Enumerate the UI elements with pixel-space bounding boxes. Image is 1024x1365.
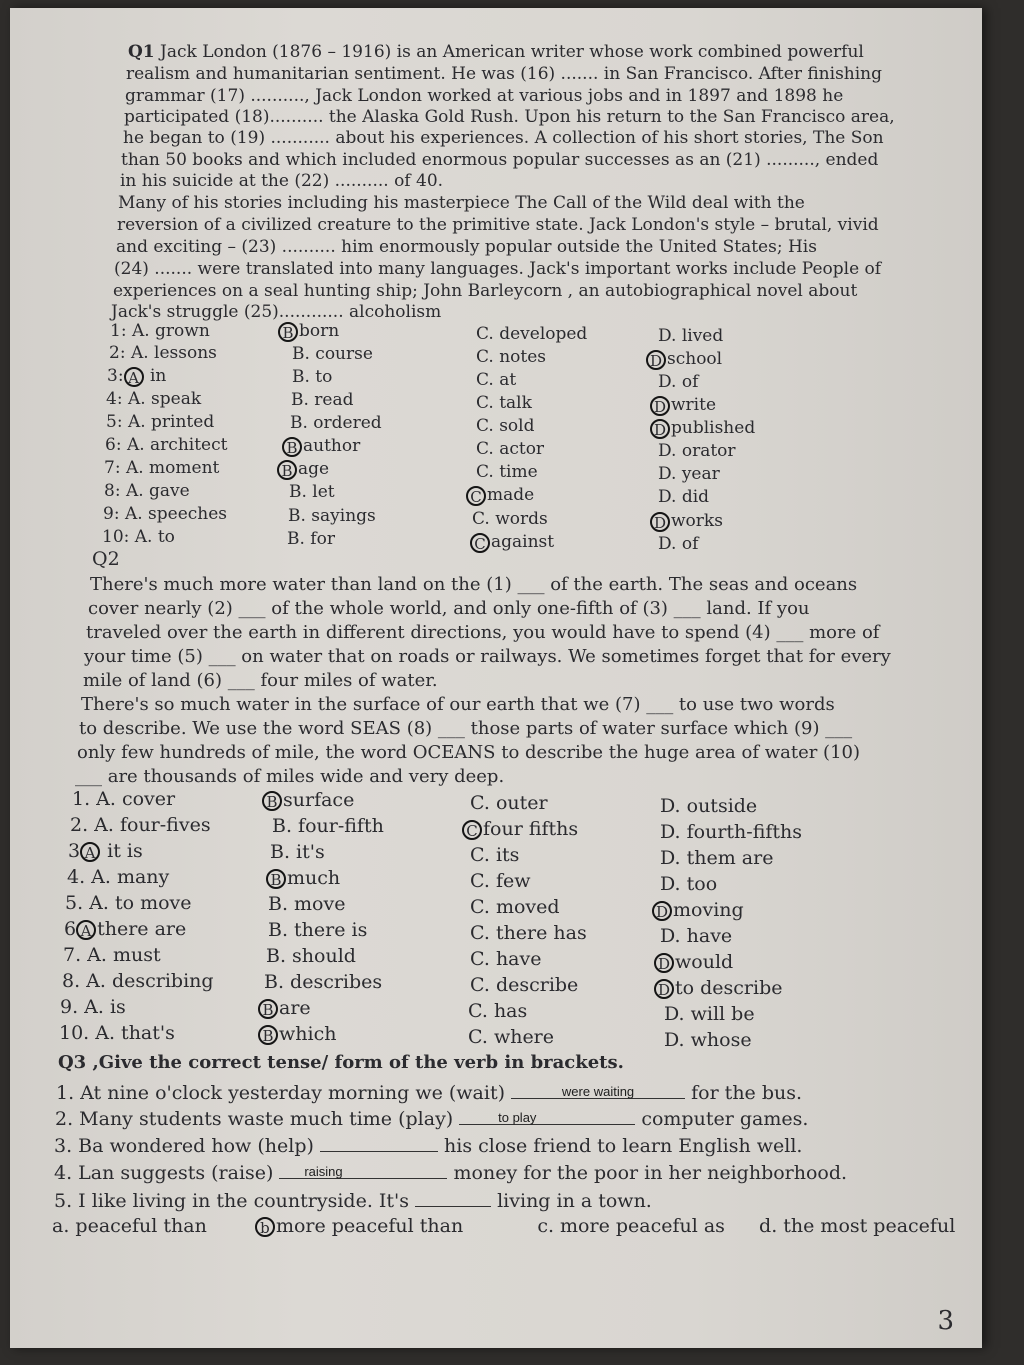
q3-item-5-choices <box>52 1214 955 1238</box>
q2-opt-4d: D. too <box>660 873 718 895</box>
answer-blank[interactable] <box>459 1104 635 1125</box>
q1-opt-9b: B. sayings <box>288 506 376 526</box>
q1-opt-7d: D. year <box>658 464 720 484</box>
q3-item-3: 3. Ba wondered how (help) his close friend to learn English well. <box>54 1131 802 1158</box>
q1-opt-6c: C. actor <box>476 439 545 459</box>
answer-circle: D <box>650 396 670 416</box>
q1-opt-2c: C. notes <box>476 347 547 367</box>
q1-opt-1a: 1: A. grown <box>110 321 210 341</box>
q1-opt-6a: 6: A. architect <box>105 435 228 455</box>
q3-choice-a[interactable]: a. peaceful than <box>52 1215 207 1237</box>
q2-opt-10a: 10. A. that's <box>59 1022 175 1044</box>
page-number: 3 <box>937 1306 954 1336</box>
answer-circle: B <box>262 791 282 811</box>
q2-opt-5a: 5. A. to move <box>65 892 192 914</box>
answer-blank[interactable] <box>279 1158 447 1179</box>
q2-opt-9c: C. has <box>468 1000 528 1022</box>
q1-opt-10c[interactable]: C against <box>470 531 554 553</box>
q2-opt-8c: C. describe <box>470 974 579 996</box>
answer-circle: A <box>76 920 96 940</box>
q2-opt-3d: D. them are <box>660 847 774 869</box>
q1-opt-6d: D. orator <box>658 441 736 461</box>
q2-opt-8d[interactable]: D to describe <box>654 977 782 999</box>
answer-blank[interactable] <box>415 1186 491 1207</box>
q2-line-6: to describe. We use the word SEAS (8) ___ those parts of water surface which (9) ___ <box>79 718 853 739</box>
q1-opt-1d: D. lived <box>658 326 724 346</box>
q2-opt-4c: C. few <box>470 870 531 892</box>
q2-line-7: only few hundreds of mile, the word OCEANS to describe the huge area of water (10) <box>77 742 861 763</box>
q2-opt-2a: 2. A. four-fives <box>70 814 211 836</box>
q2-opt-5c: C. moved <box>470 896 560 918</box>
q1-opt-1b[interactable]: B born <box>278 320 339 342</box>
q2-opt-2b: B. four-fifth <box>272 815 384 837</box>
q1-opt-10a: 10: A. to <box>102 527 175 547</box>
q1-opt-2a: 2: A. lessons <box>109 343 217 363</box>
answer-circle: D <box>652 901 672 921</box>
q1-opt-1c: C. developed <box>476 324 588 344</box>
q1-line-2: grammar (17) .........., Jack London worked at various jobs and in 1897 and 1898 he <box>125 86 844 106</box>
q3-choice-d[interactable]: d. the most peaceful <box>759 1215 956 1237</box>
q2-opt-7c: C. have <box>470 948 542 970</box>
q1-line-0: Q1 Jack London (1876 – 1916) is an American writer whose work combined powerful <box>128 42 864 62</box>
q2-line-2: traveled over the earth in different directions, you would have to spend (4) ___ more of <box>86 622 880 643</box>
q3-item-4: 4. Lan suggests (raise) raising money for the poor in her neighborhood. <box>54 1158 847 1185</box>
q2-opt-2d: D. fourth-fifths <box>660 821 803 843</box>
q1-line-7: Many of his stories including his masterpiece The Call of the Wild deal with the <box>118 193 805 213</box>
answer-circle: B <box>258 999 278 1019</box>
worksheet-page <box>10 8 982 1348</box>
answer-circle: b <box>255 1217 275 1237</box>
q1-opt-5b: B. ordered <box>290 413 382 433</box>
q1-opt-10b: B. for <box>287 529 335 549</box>
q2-opt-4a: 4. A. many <box>67 866 170 888</box>
answer-circle: A <box>124 367 144 387</box>
q2-opt-2c[interactable]: C four fifths <box>462 818 578 840</box>
q2-line-8: ___ are thousands of miles wide and very deep. <box>75 766 505 787</box>
answer-circle: B <box>258 1025 278 1045</box>
answer-circle: B <box>282 437 302 457</box>
q2-opt-6b: B. there is <box>268 919 368 941</box>
handwritten-answer: were waiting <box>561 1084 635 1099</box>
q2-opt-7a: 7. A. must <box>63 944 161 966</box>
q2-opt-9d: D. will be <box>664 1003 755 1025</box>
answer-circle: D <box>654 953 674 973</box>
q2-opt-5b: B. move <box>268 893 346 915</box>
q2-opt-4b[interactable]: B much <box>266 867 340 889</box>
q1-opt-2b: B. course <box>292 344 373 364</box>
answer-circle: D <box>650 512 670 532</box>
answer-circle: C <box>466 486 486 506</box>
q1-line-4: he began to (19) ........... about his experiences. A collection of his short stories, The Son <box>123 128 884 148</box>
answer-circle: A <box>80 842 100 862</box>
q1-opt-10d: D. of <box>658 534 699 554</box>
q1-opt-4c: C. talk <box>476 393 532 413</box>
answer-circle: B <box>278 322 298 342</box>
q1-line-9: and exciting – (23) .......... him enormously popular outside the United States; His <box>116 237 817 257</box>
q2-opt-3c: C. its <box>470 844 520 866</box>
q1-opt-4b: B. read <box>291 390 354 410</box>
q2-opt-7d[interactable]: D would <box>654 951 733 973</box>
q2-opt-1c: C. outer <box>470 792 548 814</box>
q3-choice-c[interactable]: c. more peaceful as <box>537 1215 725 1237</box>
q1-opt-2d[interactable]: D school <box>646 348 722 370</box>
q1-opt-8c[interactable]: C made <box>466 484 534 506</box>
answer-circle: D <box>654 979 674 999</box>
answer-circle: B <box>266 869 286 889</box>
q3-item-2: 2. Many students waste much time (play) to play computer games. <box>55 1104 808 1131</box>
q1-opt-9c: C. words <box>472 509 548 529</box>
q2-opt-8a: 8. A. describing <box>62 970 214 992</box>
answer-circle: D <box>646 350 666 370</box>
q2-opt-10c: C. where <box>468 1026 555 1048</box>
answer-circle: B <box>277 460 297 480</box>
q2-opt-5d[interactable]: D moving <box>652 899 744 921</box>
q1-line-1: realism and humanitarian sentiment. He was (16) ....... in San Francisco. After finishing <box>126 64 883 84</box>
q3-item-5: 5. I like living in the countryside. It's living in a town. <box>54 1186 652 1213</box>
q1-opt-8a: 8: A. gave <box>104 481 190 501</box>
q1-opt-3b: B. to <box>292 367 333 387</box>
answer-blank[interactable] <box>511 1078 685 1099</box>
q3-item-1: 1. At nine o'clock yesterday morning we (wait) were waiting for the bus. <box>56 1078 802 1105</box>
q2-line-4: mile of land (6) ___ four miles of water. <box>83 670 438 691</box>
q2-line-0: There's much more water than land on the (1) ___ of the earth. The seas and oceans <box>90 574 858 595</box>
q2-opt-9b[interactable]: B are <box>258 997 311 1019</box>
q1-opt-6b[interactable]: B author <box>282 435 360 457</box>
q2-opt-1b[interactable]: B surface <box>262 789 354 811</box>
answer-circle: C <box>462 820 482 840</box>
q2-opt-1a: 1. A. cover <box>72 788 176 810</box>
q2-opt-6c: C. there has <box>470 922 587 944</box>
q1-opt-7b[interactable]: B age <box>277 458 329 480</box>
q2-opt-9a: 9. A. is <box>60 996 126 1018</box>
q2-opt-10b[interactable]: B which <box>258 1023 336 1045</box>
q2-opt-6a[interactable]: 6 A there are <box>64 918 187 940</box>
q1-line-8: reversion of a civilized creature to the primitive state. Jack London's style – brutal, vivid <box>117 215 879 235</box>
q1-opt-3c: C. at <box>476 370 517 390</box>
q1-line-5: than 50 books and which included enormous popular successes as an (21) ........., ended <box>121 150 879 170</box>
q1-opt-9a: 9: A. speeches <box>103 504 228 524</box>
answer-blank[interactable] <box>320 1131 438 1152</box>
q1-line-10: (24) ....... were translated into many languages. Jack's important works include People of <box>114 259 882 279</box>
q3-choice-b[interactable]: b more peaceful than <box>255 1215 463 1237</box>
q1-line-11: experiences on a seal hunting ship; John Barleycorn , an autobiographical novel about <box>113 281 858 301</box>
q1-opt-7c: C. time <box>476 462 538 482</box>
q1-opt-5a: 5: A. printed <box>106 412 215 432</box>
handwritten-answer: raising <box>304 1164 343 1179</box>
q1-opt-5c: C. sold <box>476 416 535 436</box>
q2-heading: Q2 <box>92 548 120 570</box>
q1-opt-8d: D. did <box>658 487 710 507</box>
handwritten-answer: to play <box>498 1110 537 1125</box>
q1-line-12: Jack's struggle (25)............ alcoholism <box>111 302 442 322</box>
answer-circle: C <box>470 533 490 553</box>
q1-opt-5d[interactable]: D published <box>650 417 755 439</box>
q1-opt-8b: B. let <box>289 482 335 502</box>
answer-circle: D <box>650 419 670 439</box>
q1-opt-9d[interactable]: D works <box>650 510 723 532</box>
q1-opt-7a: 7: A. moment <box>104 458 220 478</box>
q2-line-5: There's so much water in the surface of our earth that we (7) ___ to use two words <box>81 694 835 715</box>
q1-line-3: participated (18).......... the Alaska Gold Rush. Upon his return to the San Francisco area, <box>124 107 895 127</box>
q1-line-6: in his suicide at the (22) .......... of 40. <box>120 171 444 191</box>
q2-line-3: your time (5) ___ on water that on roads or railways. We sometimes forget that for every <box>84 646 891 667</box>
q2-opt-10d: D. whose <box>664 1029 752 1051</box>
q3-heading: Q3 ,Give the correct tense/ form of the verb in brackets. <box>58 1052 624 1073</box>
q1-heading: Q1 <box>128 42 155 62</box>
q2-opt-6d: D. have <box>660 925 733 947</box>
q1-opt-3d: D. of <box>658 372 699 392</box>
q2-opt-3b: B. it's <box>270 841 325 863</box>
q1-opt-3a[interactable]: 3: A in <box>107 366 167 387</box>
q2-line-1: cover nearly (2) ___ of the whole world, and only one-fifth of (3) ___ land. If you <box>88 598 810 619</box>
q2-opt-7b: B. should <box>266 945 356 967</box>
q1-opt-4a: 4: A. speak <box>106 389 202 409</box>
q2-opt-3a[interactable]: 3 A it is <box>68 840 143 862</box>
q2-opt-8b: B. describes <box>264 971 383 993</box>
q1-opt-4d[interactable]: D write <box>650 394 716 416</box>
q2-opt-1d: D. outside <box>660 795 758 817</box>
